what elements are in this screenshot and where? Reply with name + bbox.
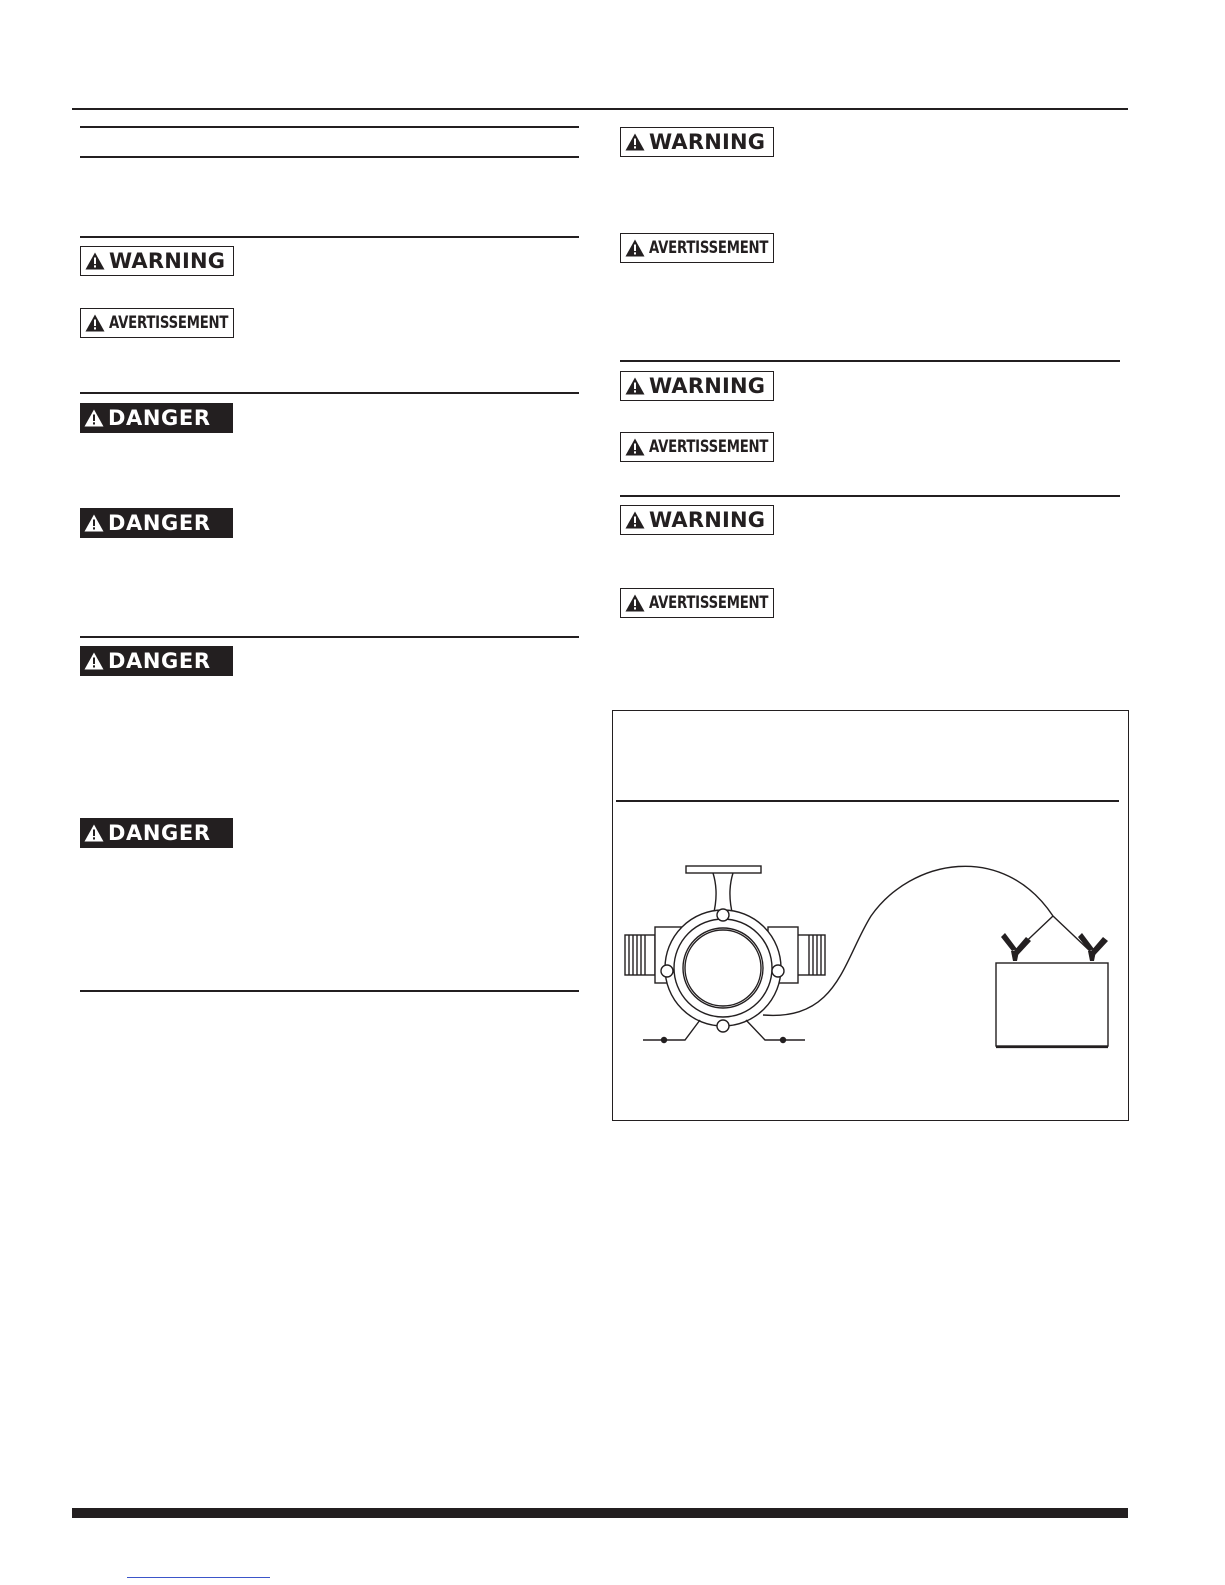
warning-triangle-icon [625,377,645,395]
avertissement-badge [80,308,234,338]
warning-triangle-icon [84,824,104,842]
warning-badge [620,505,774,535]
warning-triangle-icon [84,409,104,427]
avertissement-badge [620,432,774,462]
section-rule [80,236,579,238]
warning-triangle-icon [625,133,645,151]
battery-clamp-left-icon [1001,933,1031,961]
section-rule [620,495,1120,497]
pump-wiring-diagram [613,711,1127,1119]
warning-triangle-icon [625,239,645,257]
danger-badge [80,403,233,433]
warning-triangle-icon [625,438,645,456]
section-rule [80,392,579,394]
warning-triangle-icon [84,514,104,532]
warning-badge [80,246,234,276]
warning-triangle-icon [84,652,104,670]
avertissement-badge [620,233,774,263]
warning-badge [620,127,774,157]
footer-bar [72,1508,1128,1518]
danger-label: DANGER [108,406,211,430]
warning-label: WARNING [649,508,766,532]
danger-label: DANGER [108,511,211,535]
danger-badge [80,508,233,538]
cable-split [1015,916,1091,952]
avertissement-label: AVERTISSEMENT [649,593,769,613]
avertissement-label: AVERTISSEMENT [649,437,769,457]
section-rule [80,156,579,158]
footer-link-underline[interactable] [127,1577,270,1578]
warning-label: WARNING [649,374,766,398]
mounting-hole-right [780,1037,786,1043]
battery [996,963,1108,1046]
figure-box [612,710,1129,1121]
warning-triangle-icon [85,252,105,270]
avertissement-label: AVERTISSEMENT [109,313,229,333]
section-rule [80,636,579,638]
section-rule [620,360,1120,362]
avertissement-badge [620,588,774,618]
danger-badge [80,818,233,848]
warning-label: WARNING [109,249,226,273]
danger-label: DANGER [108,649,211,673]
battery-clamp-right-icon [1078,933,1108,961]
danger-label: DANGER [108,821,211,845]
warning-triangle-icon [625,511,645,529]
header-rule [72,108,1128,110]
danger-badge [80,646,233,676]
mounting-hole-left [661,1037,667,1043]
warning-triangle-icon [85,314,105,332]
warning-badge [620,371,774,401]
warning-triangle-icon [625,594,645,612]
avertissement-label: AVERTISSEMENT [649,238,769,258]
section-rule [80,126,579,128]
section-rule [80,990,579,992]
warning-label: WARNING [649,130,766,154]
